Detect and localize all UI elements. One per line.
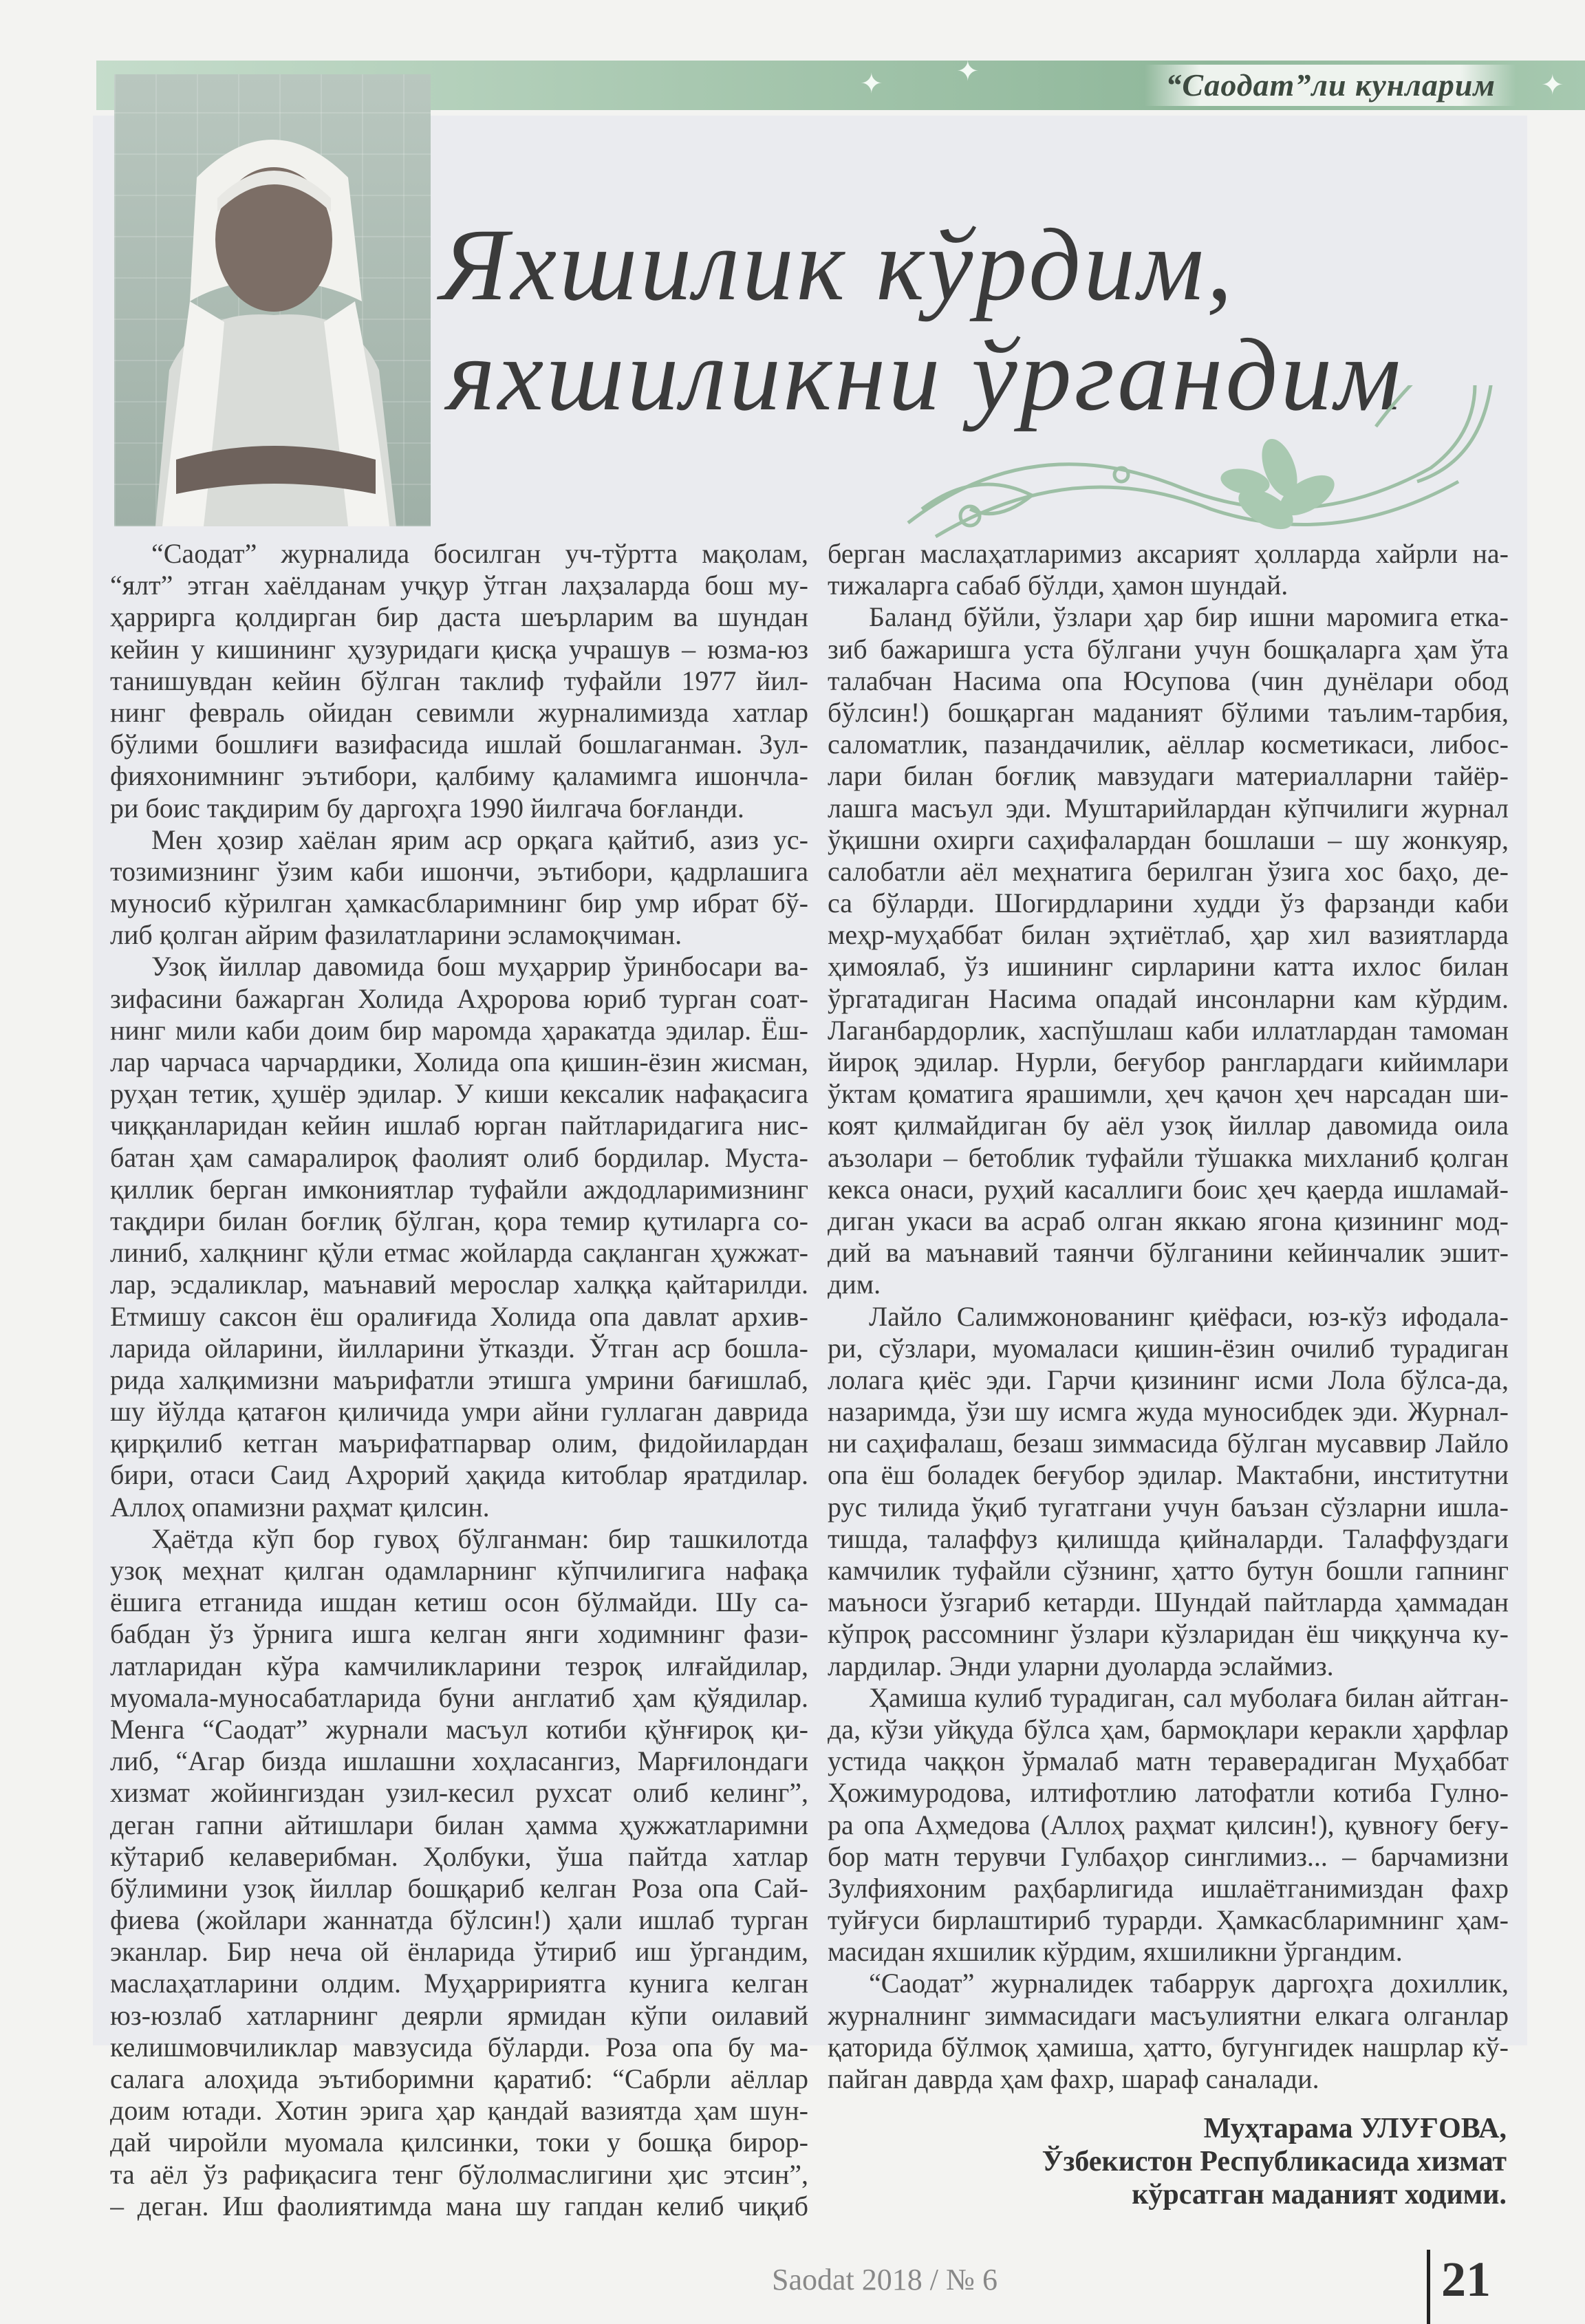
text-line: берган маслаҳатларимиз аксарият ҳолларда хайрли на- xyxy=(828,538,1509,569)
paragraph xyxy=(828,601,1509,1300)
text-line: тозимизнинг ўзим каби ишончи, эътибори, қадрлашига xyxy=(110,855,808,887)
text-line: саломатлик, пазандачилик, аёллар косметикаси, либос- xyxy=(828,729,1509,760)
text-line: кейин у кишининг ҳузуридаги қисқа учрашув – юзма-юз xyxy=(110,633,808,665)
text-line: бабдан ўз ўрнига ишга келган янги ходимнинг фази- xyxy=(110,1618,808,1650)
text-line: хизмат жойингиздан узил-кесил рухсат олиб келинг”, xyxy=(110,1777,808,1809)
paragraph xyxy=(110,951,808,1523)
article-column-right xyxy=(828,538,1509,2095)
text-line: лар чарчаса чарчардики, Холида опа қишин-ёзин жисман, xyxy=(110,1046,808,1077)
portrait-illustration xyxy=(114,74,431,526)
text-line: фияхонимнинг эътибори, қалбиму қаламимга ишончла- xyxy=(110,760,808,792)
text-line: ўргатадиган Насима опадай инсонларни кам кўрдим. xyxy=(828,982,1509,1014)
text-line: журналнинг зиммасидаги масъулиятни елкага олганлар xyxy=(828,1999,1509,2031)
author-name: Муҳтарама УЛУҒОВА, xyxy=(1203,2113,1507,2144)
text-line: қиллик берган имкониятлар туфайли аждодларимизнинг xyxy=(110,1173,808,1205)
text-line: ўқишни охирги саҳифалардан бошлаши – шу жонкуяр, xyxy=(828,824,1509,855)
text-line: лашга масъул эди. Муштарийлардан кўпчилиги журнал xyxy=(828,792,1509,824)
text-line: ри, сўзлари, муомаласи қишин-ёзин очилиб турадиган xyxy=(828,1332,1509,1364)
text-line: кекса онаси, руҳий касаллиги боис ҳеч қаерда ишламай- xyxy=(828,1173,1509,1205)
text-line: муносиб кўрилган ҳамкасбларимнинг бир умр ибрат бў- xyxy=(110,887,808,919)
text-line: тишда, талаффуз қилишда қийналарди. Талаффуздаги xyxy=(828,1523,1509,1554)
title-line-1: Яхшилик кўрдим, xyxy=(440,208,1236,322)
text-line: Лайло Салимжонованинг қиёфаси, юз-кўз ифодала- xyxy=(869,1300,1509,1332)
text-line: дий ва маънавий таянчи бўлганини кейинчалик эшит- xyxy=(828,1237,1509,1269)
text-line: лардилар. Энди уларни дуоларда эслаймиз. xyxy=(828,1650,1334,1681)
text-line: бўлимини узоқ йиллар бошқариб келган Роза опа Сай- xyxy=(110,1872,808,1904)
text-line: Баланд бўйли, ўзлари ҳар бир ишни маромига етка- xyxy=(869,601,1509,633)
text-line: деган гапни айтишлари билан ҳамма ҳужжатларимни xyxy=(110,1809,808,1840)
author-signature xyxy=(1042,2112,1507,2211)
text-line: тақдири билан боғлиқ бўлган, қора темир қутиларга со- xyxy=(110,1205,808,1236)
author-portrait-photo xyxy=(114,74,431,526)
text-line: пайган даврда ҳам фахр, шараф саналади. xyxy=(828,2063,1319,2094)
text-line: юз-юзлаб хатларнинг деярли ярмидан кўпи оилавий xyxy=(110,1999,808,2031)
text-line: қаторида бўлмоқ ҳамиша, ҳатто, бугунгидек нашрлар кў- xyxy=(828,2031,1509,2063)
issue-label: Saodat 2018 / № 6 xyxy=(772,2263,998,2296)
text-line: ларида ойларини, йилларини ўтказди. Ўтган аср бошла- xyxy=(110,1332,808,1364)
text-line: маслаҳатларини олдим. Муҳарририятга кунига келган xyxy=(110,1968,808,1999)
text-line: меҳр-муҳаббат билан эҳтиётлаб, ҳар хил вазиятларда xyxy=(828,919,1509,951)
text-line: лолага қиёс эди. Гарчи қизининг исми Лола бўлса-да, xyxy=(828,1364,1509,1395)
text-line: камчилик туфайли сўзнинг, ҳатто бутун бошли гапнинг xyxy=(828,1555,1509,1586)
text-line: та аёл ўз рафиқасига тенг бўлолмаслигини ҳис этсин”, xyxy=(110,2158,808,2190)
text-line: бўлими бошлиғи вазифасида ишлай бошлаганман. Зул- xyxy=(110,729,808,760)
text-line: “Саодат” журналида босилган уч-тўртта мақолам, xyxy=(151,538,808,569)
text-line: лар, эсдаликлар, маънавий мерослар халққа қайтарилди. xyxy=(110,1269,808,1300)
text-line: – деган. Иш фаолиятимда мана шу гапдан келиб чиқиб xyxy=(110,2190,808,2221)
text-line: масидан яхшилик кўрдим, яхшиликни ўргандим. xyxy=(828,1936,1403,1968)
text-line: Етмишу саксон ёш оралиғида Холида опа давлат архив- xyxy=(110,1300,808,1332)
text-line: узоқ меҳнат қилган одамларнинг кўпчилигига нафақа xyxy=(110,1555,808,1586)
text-line: кўпроқ рассомнинг ўзлари кўзларидан ёш чиққунча ку- xyxy=(828,1618,1509,1650)
text-line: ни саҳифалаш, безаш зиммасида бўлган мусаввир Лайло xyxy=(828,1428,1509,1459)
text-line: дим. xyxy=(828,1269,881,1300)
paragraph xyxy=(828,538,1509,601)
text-line: Узоқ йиллар давомида бош муҳаррир ўринбосари ва- xyxy=(151,951,808,982)
paragraph xyxy=(110,824,808,951)
text-line: келишмовчиликлар мавзусида бўларди. Роза опа бу ма- xyxy=(110,2031,808,2063)
author-title-line-2: кўрсатган маданият ходими. xyxy=(1132,2179,1507,2210)
text-line: латларидан кўра камчиликларини тезроқ илғайдилар, xyxy=(110,1650,808,1681)
text-line: ёшига етганида ишдан кетиш осон бўлмайди. Шу са- xyxy=(110,1586,808,1618)
text-line: танишувдан кейин бўлган таклиф туфайли 1977 йил- xyxy=(110,665,808,696)
text-line: “Саодат” журналидек табаррук даргоҳга дохиллик, xyxy=(869,1968,1509,1999)
text-line: са бўларди. Шогирдларини худди ўз фарзанди каби xyxy=(828,887,1509,919)
text-line: фиева (жойлари жаннатда бўлсин!) ҳали ишлаб турган xyxy=(110,1904,808,1936)
sparkle-icon: ✦ xyxy=(956,56,980,87)
text-line: рус тилида ўқиб тугатгани учун баъзан сўзларни ишла- xyxy=(828,1491,1509,1523)
text-line: линиб, халқнинг қўли етмас жойларда сақланган ҳужжат- xyxy=(110,1237,808,1269)
text-line: шу йўлда қатағон қиличида умри айни гуллаган даврида xyxy=(110,1396,808,1428)
footer-divider xyxy=(1427,2250,1430,2324)
text-line: зифасини бажарган Холида Аҳророва юриб турган соат- xyxy=(110,982,808,1014)
text-line: коят қилмайдиган бу аёл узоқ йиллар давомида оила xyxy=(828,1110,1509,1141)
text-line: назаримда, ўзи шу исмга жуда муносибдек эди. Журнал- xyxy=(828,1396,1509,1428)
text-line: салобатли аёл меҳнатига берилган ўзига хос баҳо, де- xyxy=(828,855,1509,887)
section-label: “Саодат”ли кунларим xyxy=(1165,67,1496,103)
sparkle-icon: ✦ xyxy=(1541,69,1564,100)
text-line: лари билан боғлиқ мавзудаги материалларни тайёр- xyxy=(828,760,1509,792)
text-line: нинг февраль ойидан севимли журналимизда хатлар xyxy=(110,696,808,728)
text-line: йироқ эдилар. Нурли, беғубор ранглардаги кийимлари xyxy=(828,1046,1509,1077)
text-line: устида чаққон ўрмалаб матн тераверадиган Муҳаббат xyxy=(828,1745,1509,1777)
text-line: Ҳаётда кўп бор гувоҳ бўлганман: бир ташкилотда xyxy=(151,1523,808,1554)
text-line: Менга “Саодат” журнали масъул котиби қўнғироқ қи- xyxy=(110,1713,808,1745)
text-line: туйғуси бирлаштириб турарди. Ҳамкасбларимнинг ҳам- xyxy=(828,1904,1509,1936)
text-line: Лаганбардорлик, хаспўшлаш каби иллатлардан тамоман xyxy=(828,1014,1509,1046)
text-line: диган укаси ва асраб олган яккаю ягона қизининг мод- xyxy=(828,1205,1509,1236)
text-line: ўктам қоматига ярашимли, ҳеч қачон ҳеч нарсадан ши- xyxy=(828,1078,1509,1110)
text-line: нинг мили каби доим бир маромда ҳаракатда эдилар. Ёш- xyxy=(110,1014,808,1046)
text-line: да, кўзи уйқуда бўлса ҳам, бармоқлари керакли ҳарфлар xyxy=(828,1713,1509,1745)
sparkle-icon: ✦ xyxy=(860,68,883,99)
title-line-2: яхшиликни ўргандим xyxy=(447,318,1404,432)
paragraph xyxy=(828,1968,1509,2095)
text-line: батан ҳам самаралироқ фаолият олиб бордилар. Муста- xyxy=(110,1141,808,1173)
text-line: эканлар. Бир неча ой ёнларида ўтириб иш ўргандим, xyxy=(110,1936,808,1968)
text-line: муомала-муносабатларида буни англатиб ҳам қўядилар. xyxy=(110,1681,808,1713)
paragraph xyxy=(828,1682,1509,1968)
text-line: дай чиройли муомала қилсинки, токи у бошқа бирор- xyxy=(110,2127,808,2158)
text-line: ҳимоялаб, ўз ишининг сирларини катта ихлос билан xyxy=(828,951,1509,982)
text-line: руҳан тетик, ҳушёр эдилар. У киши кексалик нафақасига xyxy=(110,1078,808,1110)
text-line: бири, отаси Саид Аҳрорий ҳақида китоблар яратдилар. xyxy=(110,1459,808,1491)
text-line: Зулфияхоним раҳбарлигида ишлаётганимиздан фахр xyxy=(828,1872,1509,1904)
text-line: доим ютади. Хотин эрига ҳар қандай вазиятда ҳам шун- xyxy=(110,2095,808,2127)
text-line: “ялт” этган хаёлданам учқур ўтган лаҳзаларда бош му- xyxy=(110,570,808,601)
text-line: қирқилиб кетган маърифатпарвар олим, фидойилардан xyxy=(110,1428,808,1459)
text-line: бўлсин!) бошқарган маданият бўлими таълим-тарбия, xyxy=(828,696,1509,728)
page-number: 21 xyxy=(1441,2252,1491,2307)
text-line: ра опа Аҳмедова (Аллоҳ раҳмат қилсин!), қувноғу беғу- xyxy=(828,1809,1509,1840)
text-line: Мен ҳозир хаёлан ярим аср орқага қайтиб, азиз ус- xyxy=(151,824,808,855)
paragraph xyxy=(828,1301,1509,1682)
text-line: чиққанларидан кейин ишлаб юрган пайтларидагига нис- xyxy=(110,1110,808,1141)
article-column-left xyxy=(110,538,808,2222)
floral-ornament-icon xyxy=(894,385,1513,550)
text-line: аъзолари – бетоблик туфайли тўшакка михланиб қолган xyxy=(828,1141,1509,1173)
text-line: тижаларга сабаб бўлди, ҳамон шундай. xyxy=(828,570,1289,601)
text-line: салага алоҳида эътиборимни қаратиб: “Сабрли аёллар xyxy=(110,2063,808,2094)
text-line: Ҳамиша кулиб турадиган, сал муболаға билан айтган- xyxy=(869,1681,1509,1713)
text-line: талабчан Насима опа Юсупова (чин дунёлари обод xyxy=(828,665,1509,696)
text-line: зиб бажаришга уста бўлгани учун бошқаларга ҳам ўта xyxy=(828,633,1509,665)
text-line: рида халқимизни маърифатли этишга умрини бағишлаб, xyxy=(110,1364,808,1395)
text-line: либ қолган айрим фазилатларини эсламоқчиман. xyxy=(110,919,682,951)
text-line: либ, “Агар бизда ишлашни хоҳласангиз, Марғилондаги xyxy=(110,1745,808,1777)
paragraph xyxy=(110,1523,808,2222)
text-line: опа ёш боладек беғубор эдилар. Мактабни, институтни xyxy=(828,1459,1509,1491)
text-line: ҳаррирга қолдирган бир даста шеърларим ва шундан xyxy=(110,601,808,633)
text-line: ри боис тақдирим бу даргоҳга 1990 йилгача боғланди. xyxy=(110,792,744,824)
author-title-line-1: Ўзбекистон Республикасида хизмат xyxy=(1042,2146,1507,2177)
text-line: кўтариб келаверибман. Ҳолбуки, ўша пайтда хатлар xyxy=(110,1840,808,1872)
text-line: Ҳожимуродова, илтифотлию латофатли котиба Гулно- xyxy=(828,1777,1509,1809)
text-line: маъноси ўзгариб кетарди. Шундай пайтларда ҳаммадан xyxy=(828,1586,1509,1618)
text-line: Аллоҳ опамизни раҳмат қилсин. xyxy=(110,1491,490,1523)
text-line: бор матн терувчи Гулбаҳор синглимиз... – барчамизни xyxy=(828,1840,1509,1872)
paragraph xyxy=(110,538,808,824)
